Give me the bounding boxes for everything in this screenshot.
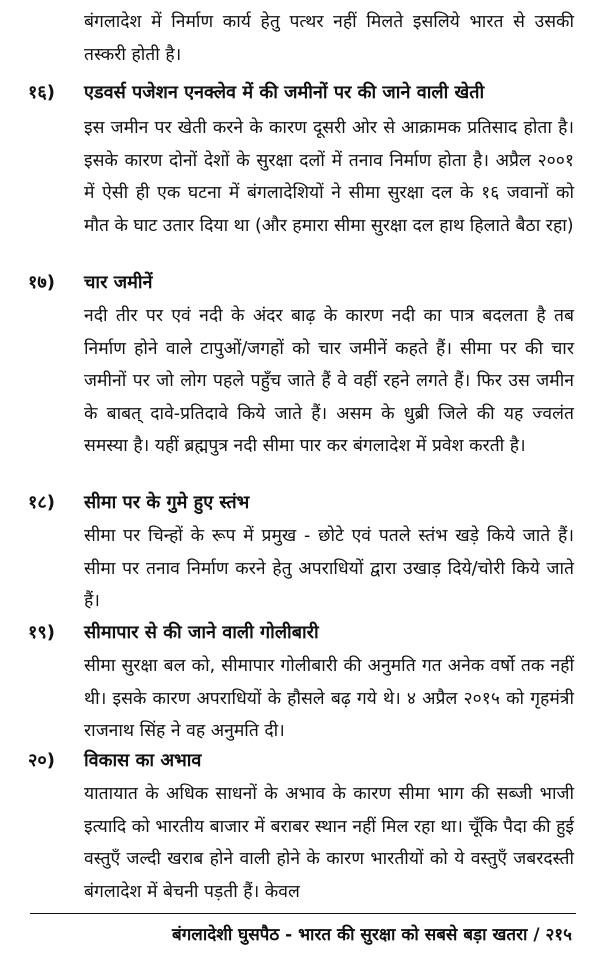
intro-paragraph: बंगलादेश में निर्माण कार्य हेतु पत्थर नहीं मिलते इसलिये भारत से उसकी तस्करी होती है। [84, 12, 574, 65]
section-title: चार जमीनें [84, 272, 153, 293]
section-body-20: यातायात के अधिक साधनों के अभाव के कारण सीमा भाग की सब्जी भाजी इत्यादि को भारतीय बाजार में बराबर स्थान नहीं मिल रहा था। चूँकि पैदा की हुई वस्तुएँ जल्दी खराब होने वाली होने के कारण भारतीयों को ये वस्तुएँ जबरदस्ती बंगलादेश में बेचनी पड़ती हैं। केवल [84, 784, 574, 902]
section-body-17: नदी तीर पर एवं नदी के अंदर बाढ़ के कारण नदी का पात्र बदलता है तब निर्माण होने वाले टापुओं/जगहों को चार जमीनें कहते हैं। सीमा पर की चार जमीनों पर जो लोग पहले पहुँच जाते हैं वे वहीं रहने लगते हैं। फिर उस जमीन के बाबत् दावे-प्रतिदावे किये जाते हैं। असम के धुब्री जिले की यह ज्वलंत समस्या है। यहीं ब्रह्मपुत्र नदी सीमा पार कर बंगलादेश में प्रवेश करती है। [84, 306, 574, 456]
section-number: १८) [28, 492, 55, 513]
section-title: विकास का अभाव [84, 750, 202, 771]
section-heading-20 [28, 746, 578, 776]
section-heading-17 [28, 268, 578, 298]
section-number: २०) [28, 750, 55, 771]
section-title: सीमा पर के गुमे हुए स्तंभ [84, 492, 250, 513]
section-heading-16 [28, 78, 578, 108]
section-body-18: सीमा पर चिन्हों के रूप में प्रमुख - छोटे एवं पतले स्तंभ खड़े किये जाते हैं। सीमा पर तनाव निर्माण करने हेतु अपराधियों द्वारा उखाड़ दिये/चोरी किये जाते हैं। [84, 526, 574, 611]
footer-divider [30, 913, 576, 914]
section-number: १६) [28, 82, 55, 103]
section-heading-19 [28, 618, 578, 648]
section-title: एडवर्स पजेशन एनक्लेव में की जमीनों पर की जाने वाली खेती [84, 82, 485, 103]
section-heading-18 [28, 488, 578, 518]
section-title: सीमापार से की जाने वाली गोलीबारी [84, 622, 319, 643]
section-number: १९) [28, 622, 55, 643]
section-body-19: सीमा सुरक्षा बल को, सीमापार गोलीबारी की अनुमति गत अनेक वर्षो तक नहीं थी। इसके कारण अपराधियों के हौसले बढ़ गये थे। ४ अप्रैल २०१५ को गृहमंत्री राजनाथ सिंह ने वह अनुमति दी। [84, 656, 574, 741]
section-number: १७) [28, 272, 55, 293]
running-footer: बंगलादेशी घुसपैठ - भारत की सुरक्षा को सबसे बड़ा खतरा / २१५ [172, 925, 572, 945]
section-body-16: इस जमीन पर खेती करने के कारण दूसरी ओर से आक्रामक प्रतिसाद होता है। इसके कारण दोनों देशों के सुरक्षा दलों में तनाव निर्माण होता है। अप्रैल २००१ में ऐसी ही एक घटना में बंगलादेशियों ने सीमा सुरक्षा दल के १६ जवानों को मौत के घाट उतार दिया था (और हमारा सीमा सुरक्षा दल हाथ हिलाते बैठा रहा) [84, 118, 574, 236]
